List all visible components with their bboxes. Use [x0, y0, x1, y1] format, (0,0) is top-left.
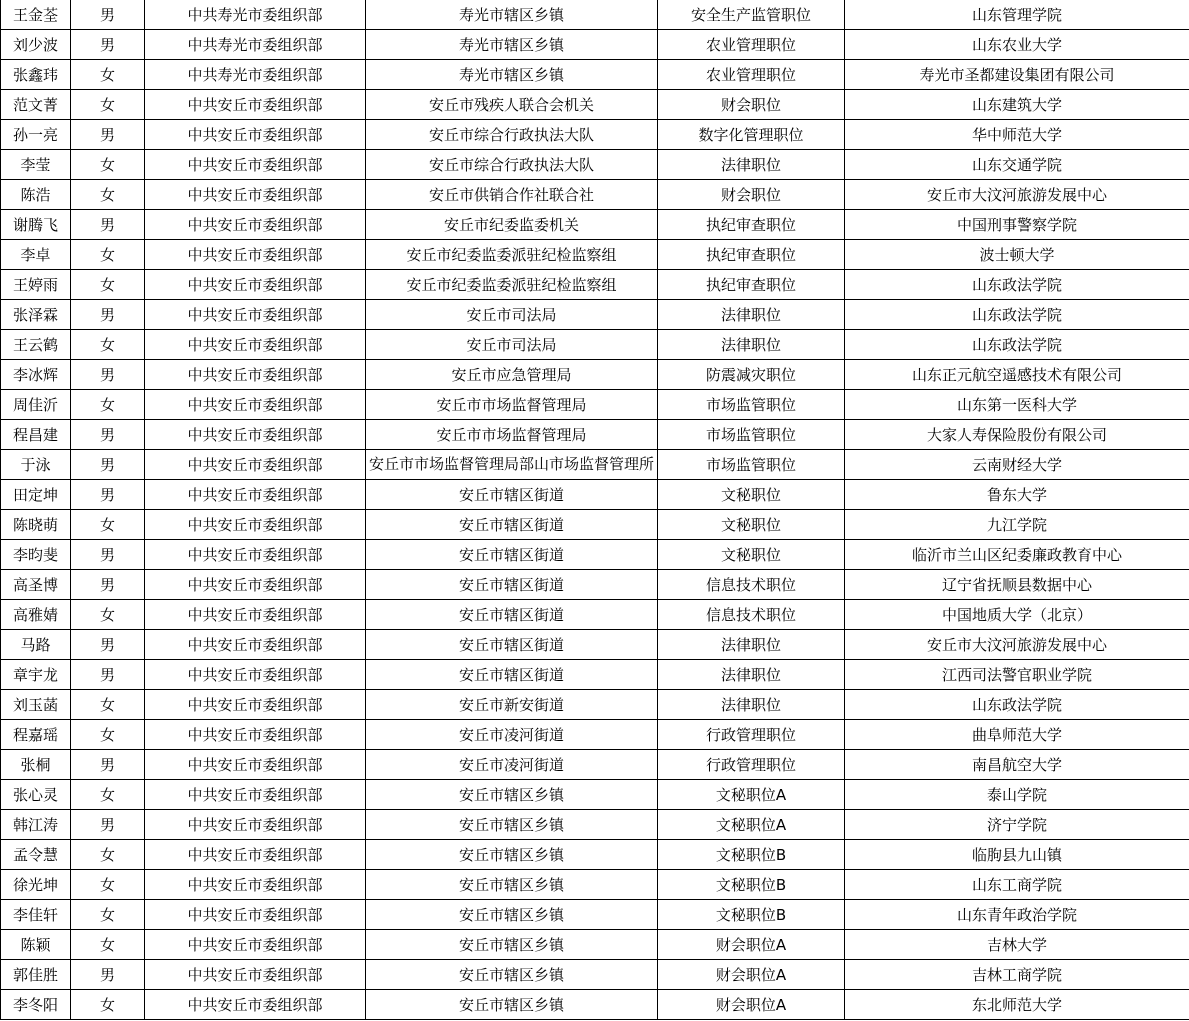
position-cell: 执纪审查职位 [658, 210, 845, 240]
unit-cell: 安丘市纪委监委派驻纪检监察组 [366, 270, 658, 300]
unit-cell: 安丘市辖区街道 [366, 510, 658, 540]
table-row [1, 480, 1189, 510]
position-cell: 文秘职位A [658, 810, 845, 840]
name-cell: 张桐 [1, 750, 71, 780]
gender-cell: 女 [71, 870, 145, 900]
gender-cell: 女 [71, 780, 145, 810]
name-cell: 程嘉瑶 [1, 720, 71, 750]
unit-cell: 安丘市辖区乡镇 [366, 810, 658, 840]
name-cell: 李冰辉 [1, 360, 71, 390]
name-cell: 王婷雨 [1, 270, 71, 300]
table-row [1, 930, 1189, 960]
name-cell: 刘玉菡 [1, 690, 71, 720]
table-row [1, 300, 1189, 330]
department-cell: 中共安丘市委组织部 [145, 480, 366, 510]
department-cell: 中共安丘市委组织部 [145, 600, 366, 630]
department-cell: 中共安丘市委组织部 [145, 420, 366, 450]
school-cell: 山东第一医科大学 [845, 390, 1189, 420]
school-cell: 山东青年政治学院 [845, 900, 1189, 930]
gender-cell: 男 [71, 480, 145, 510]
gender-cell: 男 [71, 300, 145, 330]
department-cell: 中共安丘市委组织部 [145, 810, 366, 840]
position-cell: 文秘职位B [658, 870, 845, 900]
unit-cell: 安丘市辖区乡镇 [366, 930, 658, 960]
name-cell: 马路 [1, 630, 71, 660]
department-cell: 中共安丘市委组织部 [145, 990, 366, 1020]
unit-cell: 寿光市辖区乡镇 [366, 0, 658, 30]
school-cell: 山东政法学院 [845, 690, 1189, 720]
school-cell: 云南财经大学 [845, 450, 1189, 480]
position-cell: 法律职位 [658, 660, 845, 690]
table-row [1, 450, 1189, 480]
unit-cell: 安丘市辖区街道 [366, 600, 658, 630]
gender-cell: 男 [71, 450, 145, 480]
gender-cell: 女 [71, 180, 145, 210]
position-cell: 法律职位 [658, 300, 845, 330]
school-cell: 安丘市大汶河旅游发展中心 [845, 180, 1189, 210]
table-row [1, 420, 1189, 450]
department-cell: 中共安丘市委组织部 [145, 360, 366, 390]
gender-cell: 女 [71, 390, 145, 420]
school-cell: 山东农业大学 [845, 30, 1189, 60]
position-cell: 文秘职位A [658, 780, 845, 810]
name-cell: 陈浩 [1, 180, 71, 210]
gender-cell: 女 [71, 270, 145, 300]
gender-cell: 女 [71, 150, 145, 180]
school-cell: 山东政法学院 [845, 300, 1189, 330]
department-cell: 中共安丘市委组织部 [145, 930, 366, 960]
position-cell: 信息技术职位 [658, 600, 845, 630]
position-cell: 信息技术职位 [658, 570, 845, 600]
department-cell: 中共安丘市委组织部 [145, 300, 366, 330]
name-cell: 孟令慧 [1, 840, 71, 870]
school-cell: 曲阜师范大学 [845, 720, 1189, 750]
position-cell: 数字化管理职位 [658, 120, 845, 150]
unit-cell: 安丘市残疾人联合会机关 [366, 90, 658, 120]
name-cell: 李昀斐 [1, 540, 71, 570]
name-cell: 高圣博 [1, 570, 71, 600]
position-cell: 法律职位 [658, 330, 845, 360]
position-cell: 防震减灾职位 [658, 360, 845, 390]
school-cell: 江西司法警官职业学院 [845, 660, 1189, 690]
table-row [1, 660, 1189, 690]
unit-cell: 安丘市辖区乡镇 [366, 900, 658, 930]
school-cell: 临朐县九山镇 [845, 840, 1189, 870]
unit-cell: 安丘市辖区乡镇 [366, 960, 658, 990]
gender-cell: 女 [71, 510, 145, 540]
school-cell: 安丘市大汶河旅游发展中心 [845, 630, 1189, 660]
department-cell: 中共安丘市委组织部 [145, 900, 366, 930]
gender-cell: 女 [71, 90, 145, 120]
name-cell: 李卓 [1, 240, 71, 270]
department-cell: 中共安丘市委组织部 [145, 240, 366, 270]
gender-cell: 女 [71, 900, 145, 930]
unit-cell: 安丘市司法局 [366, 300, 658, 330]
position-cell: 文秘职位B [658, 900, 845, 930]
school-cell: 九江学院 [845, 510, 1189, 540]
gender-cell: 男 [71, 630, 145, 660]
table-row [1, 270, 1189, 300]
unit-cell: 安丘市辖区乡镇 [366, 990, 658, 1020]
name-cell: 田定坤 [1, 480, 71, 510]
gender-cell: 男 [71, 420, 145, 450]
table-row [1, 120, 1189, 150]
name-cell: 范文菁 [1, 90, 71, 120]
gender-cell: 男 [71, 570, 145, 600]
table-row [1, 210, 1189, 240]
school-cell: 华中师范大学 [845, 120, 1189, 150]
gender-cell: 男 [71, 360, 145, 390]
department-cell: 中共安丘市委组织部 [145, 120, 366, 150]
school-cell: 南昌航空大学 [845, 750, 1189, 780]
department-cell: 中共寿光市委组织部 [145, 0, 366, 30]
name-cell: 刘少波 [1, 30, 71, 60]
school-cell: 临沂市兰山区纪委廉政教育中心 [845, 540, 1189, 570]
position-cell: 行政管理职位 [658, 750, 845, 780]
department-cell: 中共安丘市委组织部 [145, 750, 366, 780]
school-cell: 波士顿大学 [845, 240, 1189, 270]
department-cell: 中共安丘市委组织部 [145, 630, 366, 660]
name-cell: 章宇龙 [1, 660, 71, 690]
unit-cell: 安丘市市场监督管理局 [366, 390, 658, 420]
department-cell: 中共安丘市委组织部 [145, 540, 366, 570]
unit-cell: 寿光市辖区乡镇 [366, 60, 658, 90]
school-cell: 山东管理学院 [845, 0, 1189, 30]
school-cell: 济宁学院 [845, 810, 1189, 840]
table-row [1, 510, 1189, 540]
gender-cell: 女 [71, 330, 145, 360]
name-cell: 郭佳胜 [1, 960, 71, 990]
department-cell: 中共安丘市委组织部 [145, 780, 366, 810]
department-cell: 中共安丘市委组织部 [145, 570, 366, 600]
department-cell: 中共安丘市委组织部 [145, 180, 366, 210]
position-cell: 执纪审查职位 [658, 270, 845, 300]
gender-cell: 男 [71, 30, 145, 60]
unit-cell: 寿光市辖区乡镇 [366, 30, 658, 60]
table-row [1, 900, 1189, 930]
school-cell: 鲁东大学 [845, 480, 1189, 510]
school-cell: 吉林工商学院 [845, 960, 1189, 990]
department-cell: 中共安丘市委组织部 [145, 690, 366, 720]
table-row [1, 720, 1189, 750]
department-cell: 中共安丘市委组织部 [145, 510, 366, 540]
position-cell: 法律职位 [658, 150, 845, 180]
position-cell: 文秘职位 [658, 480, 845, 510]
position-cell: 财会职位 [658, 90, 845, 120]
unit-cell: 安丘市应急管理局 [366, 360, 658, 390]
department-cell: 中共寿光市委组织部 [145, 30, 366, 60]
gender-cell: 男 [71, 810, 145, 840]
roster-body [1, 0, 1189, 1020]
unit-cell: 安丘市辖区街道 [366, 570, 658, 600]
gender-cell: 女 [71, 690, 145, 720]
name-cell: 孙一亮 [1, 120, 71, 150]
school-cell: 大家人寿保险股份有限公司 [845, 420, 1189, 450]
name-cell: 李冬阳 [1, 990, 71, 1020]
unit-cell: 安丘市辖区街道 [366, 540, 658, 570]
gender-cell: 男 [71, 540, 145, 570]
name-cell: 王金荃 [1, 0, 71, 30]
school-cell: 山东建筑大学 [845, 90, 1189, 120]
name-cell: 陈颖 [1, 930, 71, 960]
position-cell: 行政管理职位 [658, 720, 845, 750]
position-cell: 执纪审查职位 [658, 240, 845, 270]
school-cell: 泰山学院 [845, 780, 1189, 810]
school-cell: 寿光市圣都建设集团有限公司 [845, 60, 1189, 90]
name-cell: 于泳 [1, 450, 71, 480]
unit-cell: 安丘市辖区街道 [366, 660, 658, 690]
gender-cell: 女 [71, 840, 145, 870]
school-cell: 山东工商学院 [845, 870, 1189, 900]
table-row [1, 630, 1189, 660]
unit-cell: 安丘市辖区街道 [366, 630, 658, 660]
position-cell: 市场监管职位 [658, 390, 845, 420]
table-row [1, 60, 1189, 90]
table-row [1, 600, 1189, 630]
table-row [1, 840, 1189, 870]
position-cell: 文秘职位 [658, 510, 845, 540]
position-cell: 财会职位 [658, 180, 845, 210]
department-cell: 中共安丘市委组织部 [145, 840, 366, 870]
department-cell: 中共安丘市委组织部 [145, 960, 366, 990]
school-cell: 辽宁省抚顺县数据中心 [845, 570, 1189, 600]
gender-cell: 女 [71, 720, 145, 750]
table-row [1, 330, 1189, 360]
name-cell: 张鑫玮 [1, 60, 71, 90]
position-cell: 财会职位A [658, 960, 845, 990]
position-cell: 农业管理职位 [658, 30, 845, 60]
unit-cell: 安丘市综合行政执法大队 [366, 120, 658, 150]
position-cell: 财会职位A [658, 990, 845, 1020]
table-row [1, 870, 1189, 900]
school-cell: 山东政法学院 [845, 330, 1189, 360]
name-cell: 周佳沂 [1, 390, 71, 420]
unit-cell: 安丘市综合行政执法大队 [366, 150, 658, 180]
gender-cell: 男 [71, 0, 145, 30]
name-cell: 李佳轩 [1, 900, 71, 930]
position-cell: 安全生产监管职位 [658, 0, 845, 30]
unit-cell: 安丘市辖区乡镇 [366, 840, 658, 870]
department-cell: 中共安丘市委组织部 [145, 330, 366, 360]
position-cell: 市场监管职位 [658, 420, 845, 450]
school-cell: 吉林大学 [845, 930, 1189, 960]
department-cell: 中共安丘市委组织部 [145, 270, 366, 300]
department-cell: 中共安丘市委组织部 [145, 870, 366, 900]
table-row [1, 0, 1189, 30]
position-cell: 法律职位 [658, 690, 845, 720]
department-cell: 中共安丘市委组织部 [145, 720, 366, 750]
position-cell: 法律职位 [658, 630, 845, 660]
table-row [1, 570, 1189, 600]
school-cell: 山东正元航空遥感技术有限公司 [845, 360, 1189, 390]
department-cell: 中共安丘市委组织部 [145, 150, 366, 180]
gender-cell: 女 [71, 60, 145, 90]
position-cell: 文秘职位B [658, 840, 845, 870]
table-row [1, 240, 1189, 270]
gender-cell: 男 [71, 960, 145, 990]
position-cell: 市场监管职位 [658, 450, 845, 480]
table-row [1, 390, 1189, 420]
department-cell: 中共寿光市委组织部 [145, 60, 366, 90]
table-row [1, 360, 1189, 390]
position-cell: 农业管理职位 [658, 60, 845, 90]
name-cell: 李莹 [1, 150, 71, 180]
table-row [1, 750, 1189, 780]
department-cell: 中共安丘市委组织部 [145, 210, 366, 240]
table-row [1, 960, 1189, 990]
school-cell: 东北师范大学 [845, 990, 1189, 1020]
unit-cell: 安丘市辖区乡镇 [366, 780, 658, 810]
unit-cell: 安丘市新安街道 [366, 690, 658, 720]
name-cell: 王云鹤 [1, 330, 71, 360]
name-cell: 张泽霖 [1, 300, 71, 330]
table-row [1, 780, 1189, 810]
unit-cell: 安丘市纪委监委机关 [366, 210, 658, 240]
table-row [1, 30, 1189, 60]
unit-cell: 安丘市辖区街道 [366, 480, 658, 510]
gender-cell: 男 [71, 120, 145, 150]
department-cell: 中共安丘市委组织部 [145, 390, 366, 420]
unit-cell: 安丘市凌河街道 [366, 720, 658, 750]
unit-cell: 安丘市市场监督管理局部山市场监督管理所 [366, 450, 658, 480]
gender-cell: 女 [71, 990, 145, 1020]
table-row [1, 180, 1189, 210]
name-cell: 韩江涛 [1, 810, 71, 840]
name-cell: 张心灵 [1, 780, 71, 810]
name-cell: 徐光坤 [1, 870, 71, 900]
gender-cell: 女 [71, 600, 145, 630]
table-row [1, 150, 1189, 180]
school-cell: 中国刑事警察学院 [845, 210, 1189, 240]
department-cell: 中共安丘市委组织部 [145, 450, 366, 480]
gender-cell: 女 [71, 930, 145, 960]
name-cell: 陈晓萌 [1, 510, 71, 540]
unit-cell: 安丘市司法局 [366, 330, 658, 360]
gender-cell: 男 [71, 210, 145, 240]
name-cell: 高雅婧 [1, 600, 71, 630]
unit-cell: 安丘市供销合作社联合社 [366, 180, 658, 210]
gender-cell: 男 [71, 660, 145, 690]
table-row [1, 990, 1189, 1020]
table-row [1, 690, 1189, 720]
school-cell: 山东政法学院 [845, 270, 1189, 300]
name-cell: 程昌建 [1, 420, 71, 450]
table-row [1, 810, 1189, 840]
unit-cell: 安丘市凌河街道 [366, 750, 658, 780]
table-row [1, 90, 1189, 120]
table-row [1, 540, 1189, 570]
gender-cell: 女 [71, 240, 145, 270]
department-cell: 中共安丘市委组织部 [145, 660, 366, 690]
school-cell: 山东交通学院 [845, 150, 1189, 180]
position-cell: 文秘职位 [658, 540, 845, 570]
gender-cell: 男 [71, 750, 145, 780]
unit-cell: 安丘市市场监督管理局 [366, 420, 658, 450]
school-cell: 中国地质大学（北京） [845, 600, 1189, 630]
department-cell: 中共安丘市委组织部 [145, 90, 366, 120]
position-cell: 财会职位A [658, 930, 845, 960]
unit-cell: 安丘市纪委监委派驻纪检监察组 [366, 240, 658, 270]
name-cell: 谢腾飞 [1, 210, 71, 240]
unit-cell: 安丘市辖区乡镇 [366, 870, 658, 900]
